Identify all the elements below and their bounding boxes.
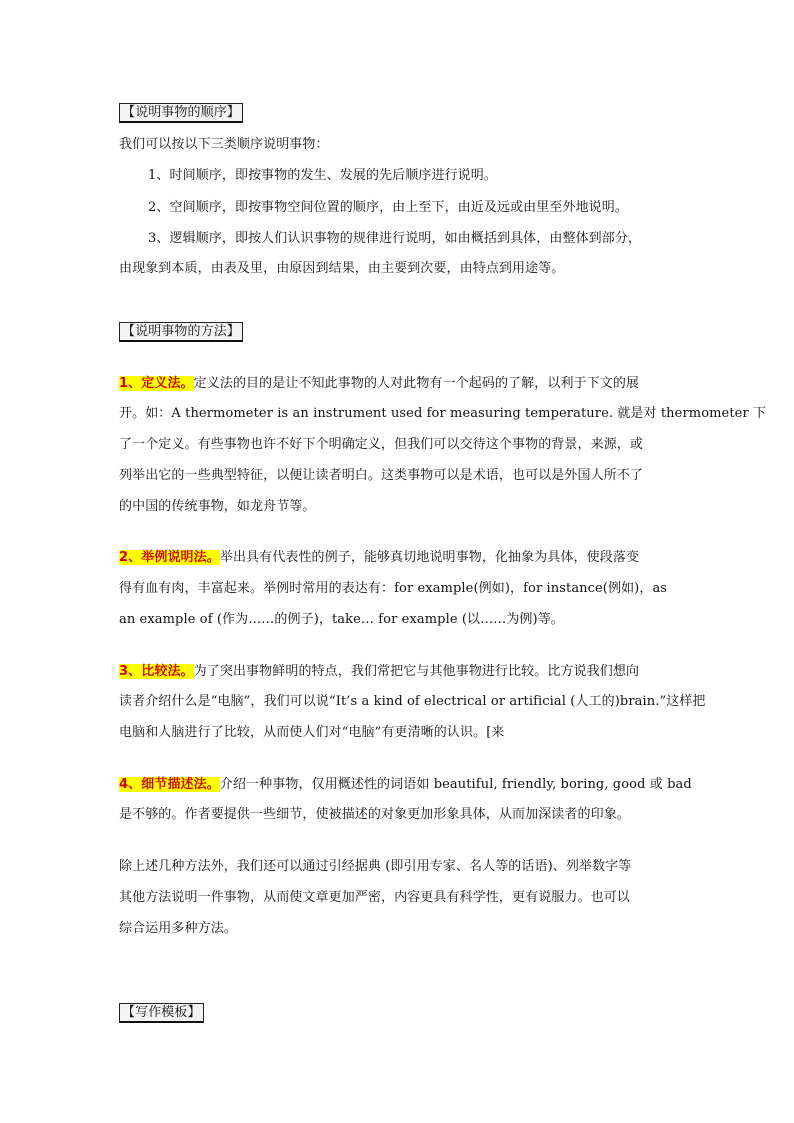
order-item-1: 1、时间顺序，即按事物的发生、发展的先后顺序进行说明。	[148, 168, 497, 183]
section-heading-template	[119, 1003, 678, 1023]
summary-line3: 综合运用多种方法。	[119, 921, 237, 936]
method-text: 为了突出事物鲜明的特点，我们常把它与其他事物进行比较。比方说我们想向	[193, 664, 640, 679]
order-item-2: 2、空间顺序，即按事物空间位置的顺序，由上至下，由近及远或由里至外地说明。	[148, 200, 628, 215]
method-label: 4、细节描述法。	[119, 777, 220, 792]
summary-line2: 其他方法说明一件事物，从而使文章更加严密，内容更具有科学性，更有说服力。也可以	[119, 890, 630, 905]
example-line3: an example of (作为……的例子)，take… for example (以……为例)等。	[119, 612, 564, 627]
method-text: 介绍一种事物，仅用概述性的词语如 beautiful, friendly, boring, good 或 bad	[219, 777, 692, 792]
order-intro: 我们可以按以下三类顺序说明事物：	[119, 137, 329, 152]
summary-line1: 除上述几种方法外，我们还可以通过引经据典 (即引用专家、名人等的话语)、列举数字等	[119, 859, 632, 874]
heading-label: 【说明事物的顺序】	[119, 103, 243, 123]
comparison-line2: 读者介绍什么是“电脑”，我们可以说“It’s a kind of electrical or artificial (人工的)brain.”这样把	[119, 694, 706, 709]
detail-line2: 是不够的。作者要提供一些细节，使被描述的对象更加形象具体，从而加深读者的印象。	[119, 807, 630, 822]
comparison-line3: 电脑和人脑进行了比较，从而使人们对“电脑”有更清晰的认识。[来	[119, 725, 505, 740]
definition-line1	[119, 375, 678, 393]
section-heading-order	[119, 103, 678, 123]
example-line2: 得有血有肉，丰富起来。举例时常用的表达有：for example(例如)，for instance(例如)，as	[119, 581, 668, 596]
definition-line2: 开。如：A thermometer is an instrument used for measuring temperature. 就是对 thermometer 下	[119, 406, 767, 421]
heading-label: 【说明事物的方法】	[119, 322, 243, 342]
method-label: 1、定义法。	[119, 376, 194, 391]
heading-label: 【写作模板】	[119, 1003, 204, 1023]
method-label: 2、举例说明法。	[119, 550, 220, 565]
definition-line4: 列举出它的一些典型特征，以便让读者明白。这类事物可以是术语，也可以是外国人所不了	[119, 468, 644, 483]
detail-line1	[119, 776, 692, 794]
example-line1	[119, 549, 678, 567]
definition-line3: 了一个定义。有些事物也许不好下个明确定义，但我们可以交待这个事物的背景，来源，或	[119, 437, 644, 452]
method-text: 定义法的目的是让不知此事物的人对此物有一个起码的了解，以利于下文的展	[193, 376, 640, 391]
definition-line5: 的中国的传统事物，如龙舟节等。	[119, 499, 316, 514]
order-item-3-line1: 3、逻辑顺序，即按人们认识事物的规律进行说明，如由概括到具体，由整体到部分，	[148, 231, 642, 246]
order-item-3-line2: 由现象到本质，由表及里，由原因到结果，由主要到次要，由特点到用途等。	[119, 261, 565, 276]
comparison-line1	[119, 663, 678, 681]
method-label: 3、比较法。	[119, 664, 194, 679]
section-heading-methods	[119, 322, 678, 342]
method-text: 举出具有代表性的例子，能够真切地说明事物，化抽象为具体，使段落变	[219, 550, 640, 565]
